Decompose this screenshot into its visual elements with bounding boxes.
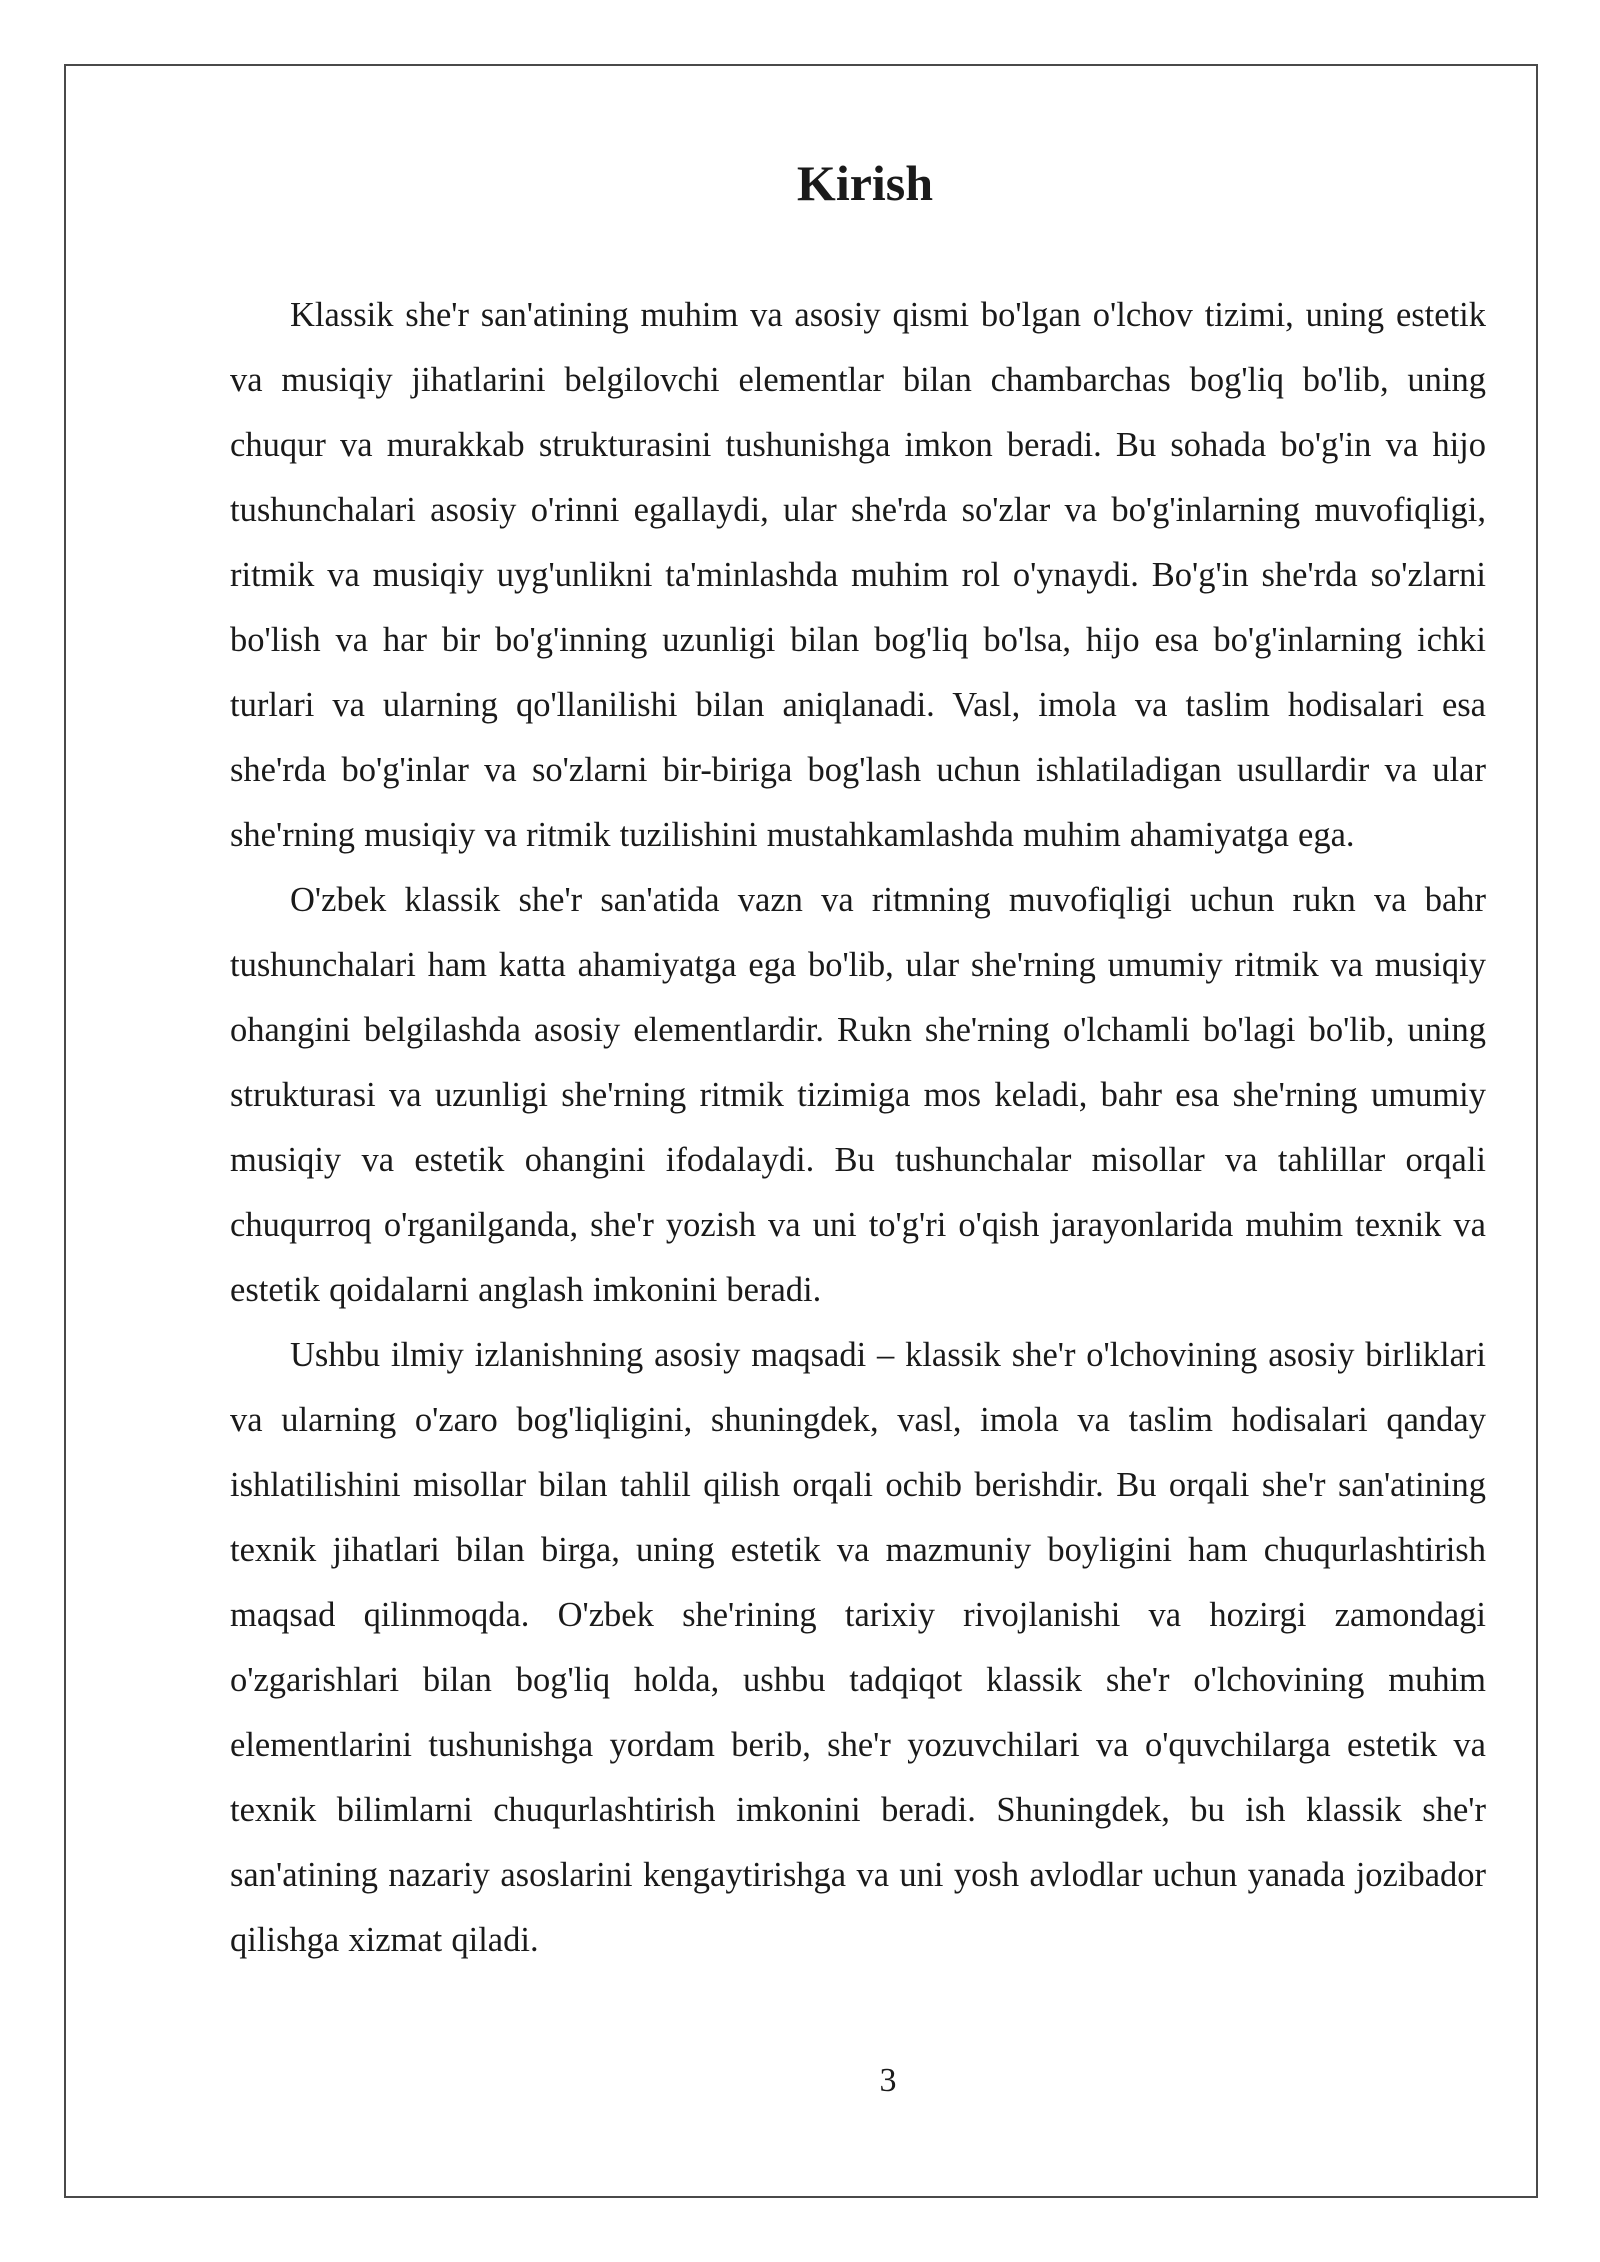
paragraph-1: Klassik she'r san'atining muhim va asosiy qismi bo'lgan o'lchov tizimi, uning estetik va musiqiy jihatlarini belgilovchi elementlar bilan chambarchas bog'liq bo'lib, uning chuqur va murakkab strukturasini tushunishga imkon beradi. Bu sohada bo'g'in va hijo tushunchalari asosiy o'rinni egallaydi, ular she'rda so'zlar va bo'g'inlarning muvofiqligi, ritmik va musiqiy uyg'unlikni ta'minlashda muhim rol o'ynaydi. Bo'g'in she'rda so'zlarni bo'lish va har bir bo'g'inning uzunligi bilan bog'liq bo'lsa, hijo esa bo'g'inlarning ichki turlari va ularning qo'llanilishi bilan aniqlanadi. Vasl, imola va taslim hodisalari esa she'rda bo'g'inlar va so'zlarni bir-biriga bog'lash uchun ishlatiladigan usullardir va ular she'rning musiqiy va ritmik tuzilishini mustahkamlashda muhim ahamiyatga ega. (230, 296, 1486, 854)
paragraph-3: Ushbu ilmiy izlanishning asosiy maqsadi – klassik she'r o'lchovining asosiy birliklari va ularning o'zaro bog'liqligini, shuningdek, vasl, imola va taslim hodisalari qanday ishlatilishini misollar bilan tahlil qilish orqali ochib berishdir. Bu orqali she'r san'atining texnik jihatlari bilan birga, uning estetik va mazmuniy boyligini ham chuqurlashtirish maqsad qilinmoqda. O'zbek she'rining tarixiy rivojlanishi va hozirgi zamondagi o'zgarishlari bilan bog'liq holda, ushbu tadqiqot klassik she'r o'lchovining muhim elementlarini tushunishga yordam berib, she'r yozuvchilari va o'quvchilarga estetik va texnik bilimlarni chuqurlashtirish imkonini beradi. Shuningdek, bu ish klassik she'r san'atining nazariy asoslarini kengaytirishga va uni yosh avlodlar uchun yanada jozibador qilishga xizmat qiladi. (230, 1336, 1486, 1959)
body-text (230, 283, 1486, 1973)
paragraph-2: O'zbek klassik she'r san'atida vazn va ritmning muvofiqligi uchun rukn va bahr tushunchalari ham katta ahamiyatga ega bo'lib, ular she'rning umumiy ritmik va musiqiy ohangini belgilashda asosiy elementlardir. Rukn she'rning o'lchamli bo'lagi bo'lib, uning strukturasi va uzunligi she'rning ritmik tizimiga mos keladi, bahr esa she'rning umumiy musiqiy va estetik ohangini ifodalaydi. Bu tushunchalar misollar va tahlillar orqali chuqurroq o'rganilganda, she'r yozish va uni to'g'ri o'qish jarayonlarida muhim texnik va estetik qoidalarni anglash imkonini beradi. (230, 881, 1486, 1309)
page-title: Kirish (796, 155, 934, 211)
page-number: 3 (879, 2062, 897, 2099)
